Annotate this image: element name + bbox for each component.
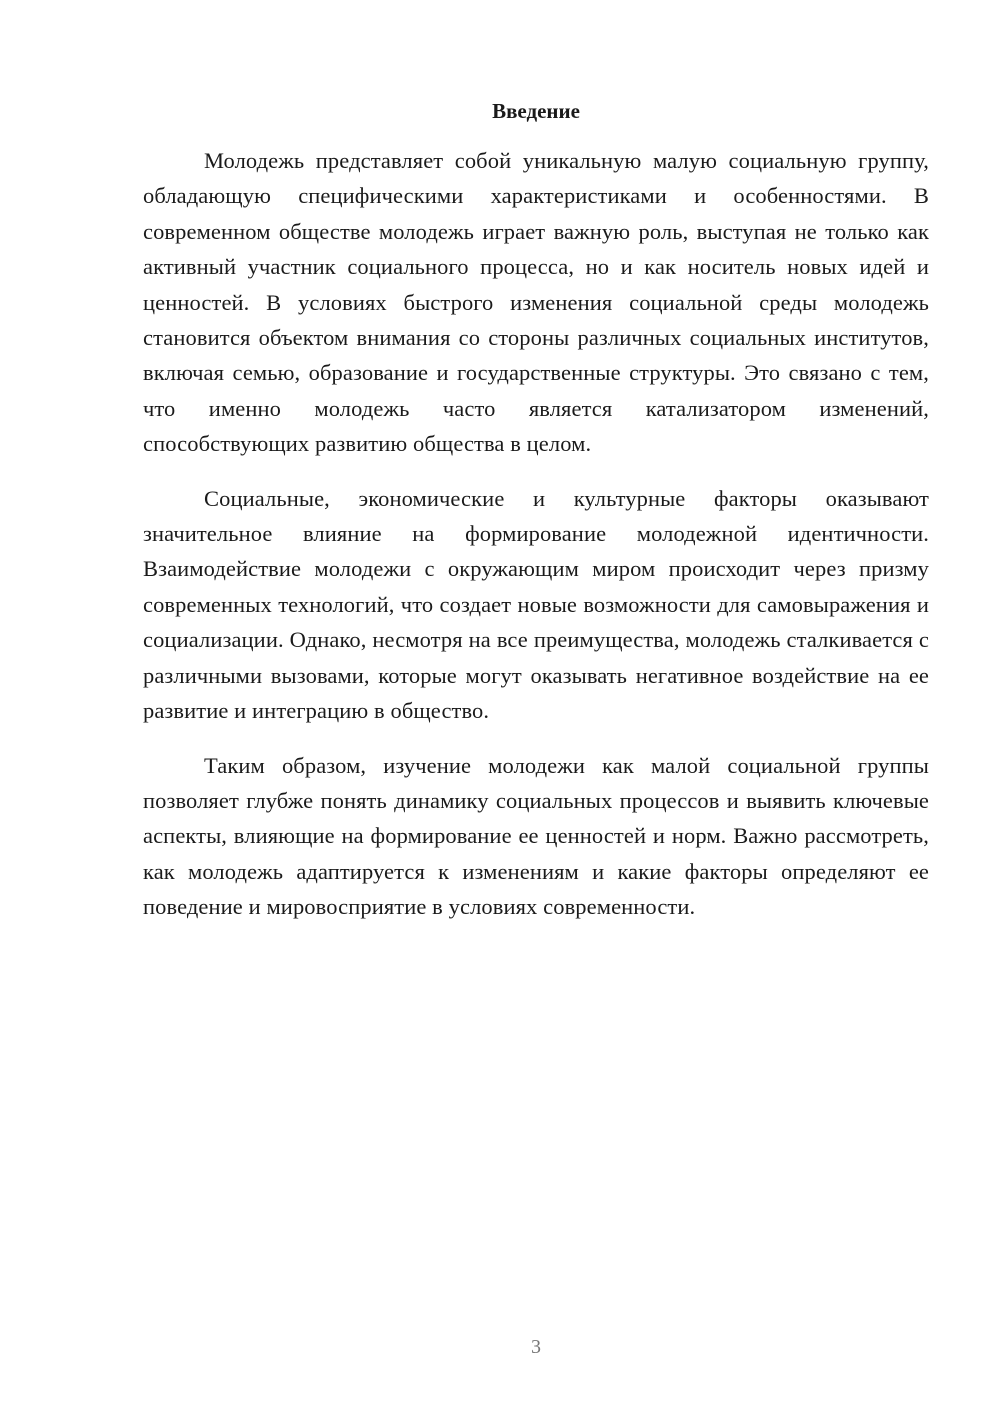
paragraph-1: Молодежь представляет собой уникальную малую социальную группу, обладающую специфическими характеристиками и особенностями. В современном обществе молодежь играет важную роль, выступая не только как активный участник социального процесса, но и как носитель новых идей и ценностей. В условиях быстрого изменения социальной среды молодежь становится объектом внимания со стороны различных социальных институтов, включая семью, образование и государственные структуры. Это связано с тем, что именно молодежь часто является катализатором изменений, способствующих развитию общества в целом. [143, 148, 929, 457]
paragraph-3: Таким образом, изучение молодежи как малой социальной группы позволяет глубже понять динамику социальных процессов и выявить ключевые аспекты, влияющие на формирование ее ценностей и норм. Важно рассмотреть, как молодежь адаптируется к изменениям и какие факторы определяют ее поведение и мировосприятие в условиях современности. [143, 752, 929, 920]
page-number: 3 [531, 1336, 541, 1358]
body-text [143, 143, 929, 925]
section-heading: Введение [492, 99, 580, 123]
paragraph-2: Социальные, экономические и культурные факторы оказывают значительное влияние на формирование молодежной идентичности. Взаимодействие молодежи с окружающим миром происходит через призму современных технологий, что создает новые возможности для самовыражения и социализации. Однако, несмотря на все преимущества, молодежь сталкивается с различными вызовами, которые могут оказывать негативное воздействие на ее развитие и интеграцию в общество. [143, 485, 929, 724]
